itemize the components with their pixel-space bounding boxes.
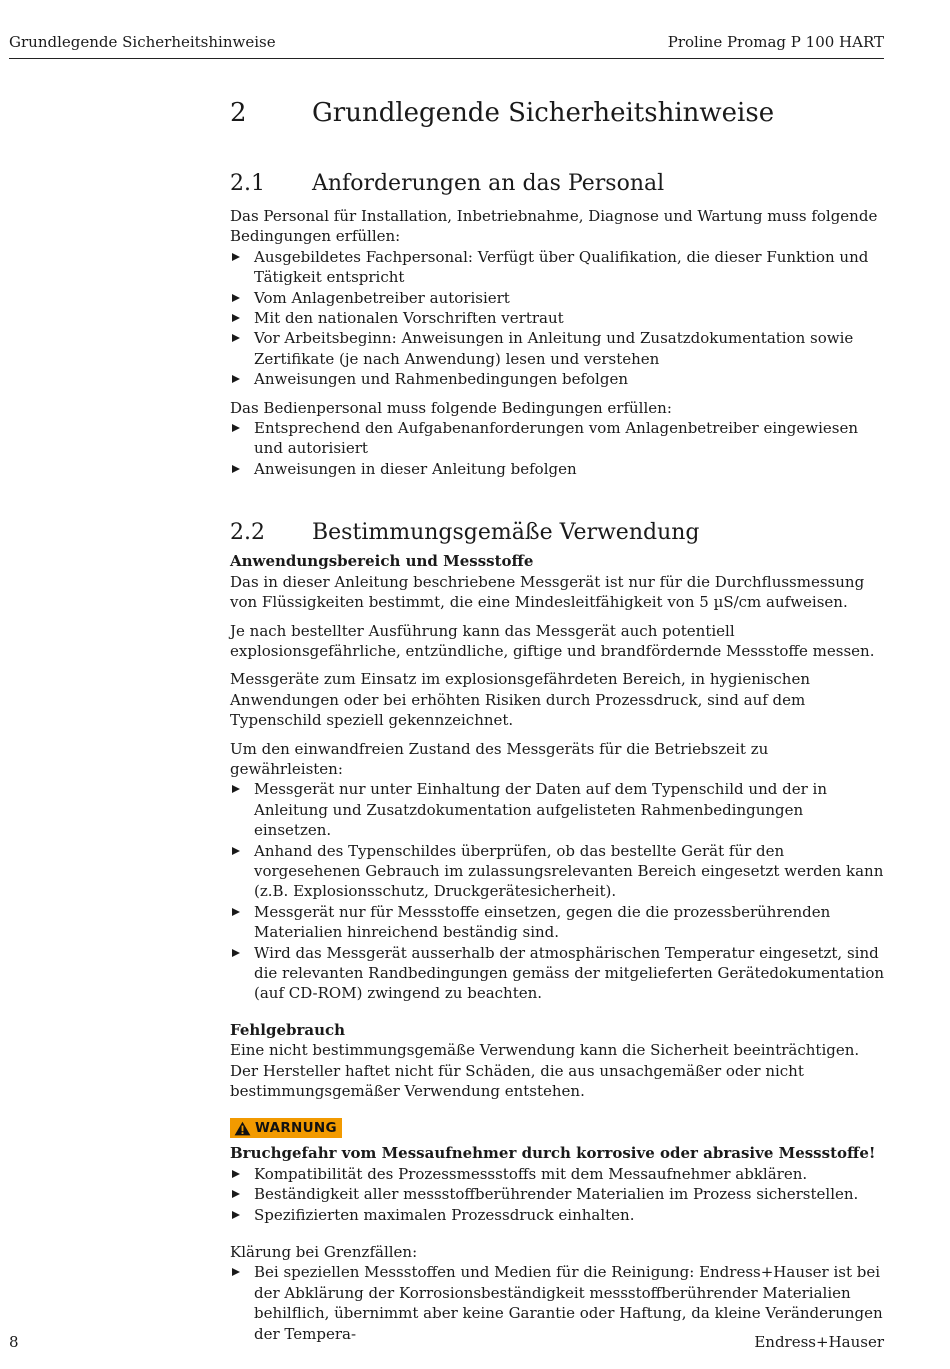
personnel-requirements-list bbox=[230, 247, 885, 390]
list-item: Wird das Messgerät ausserhalb der atmosphärischen Temperatur eingesetzt, sind die relevanten Randbedingungen gemäss der mitgelieferten Gerätedokumentation (auf CD-ROM) zwingend zu beachten. bbox=[230, 943, 885, 1004]
section-number: 2.2 bbox=[230, 520, 265, 546]
list-item: Anweisungen in dieser Anleitung befolgen bbox=[230, 459, 885, 479]
section-2-2-heading bbox=[230, 519, 885, 547]
section-number: 2.1 bbox=[230, 171, 265, 196]
list-item: Vom Anlagenbetreiber autorisiert bbox=[230, 288, 885, 308]
list-item: Mit den nationalen Vorschriften vertraut bbox=[230, 308, 885, 328]
intended-use-list bbox=[230, 779, 885, 1003]
list-item: Anweisungen und Rahmenbedingungen befolgen bbox=[230, 369, 885, 389]
brand-name: Endress+Hauser bbox=[754, 1333, 884, 1351]
header-product-name: Proline Promag P 100 HART bbox=[667, 33, 884, 51]
subheading-application: Anwendungsbereich und Messstoffe bbox=[230, 552, 534, 571]
personnel-intro: Das Personal für Installation, Inbetriebnahme, Diagnose und Wartung muss folgende Bedingungen erfüllen: bbox=[230, 207, 878, 246]
running-header bbox=[9, 30, 884, 59]
operators-intro: Das Bedienpersonal muss folgende Bedingungen erfüllen: bbox=[230, 398, 672, 417]
section-2-1-heading bbox=[230, 170, 885, 198]
chapter-number: 2 bbox=[230, 98, 247, 128]
section-title: Anforderungen an das Personal bbox=[312, 171, 665, 196]
warning-label: WARNUNG bbox=[255, 1120, 337, 1137]
paragraph: Eine nicht bestimmungsgemäße Verwendung kann die Sicherheit beeinträchtigen. Der Hersteller haftet nicht für Schäden, die aus unsachgemäßer oder nicht bestimmungsgemäßer Verwendung entstehen. bbox=[230, 1041, 860, 1101]
paragraph: Messgeräte zum Einsatz im explosionsgefährdeten Bereich, in hygienischen Anwendungen oder bei erhöhten Risiken durch Prozessdruck, sind auf dem Typenschild speziell gekennzeichnet. bbox=[230, 670, 810, 730]
paragraph: Je nach bestellter Ausführung kann das Messgerät auch potentiell explosionsgefährliche, entzündliche, giftige und brandfördernde Messstoffe messen. bbox=[230, 621, 875, 660]
list-item: Bei speziellen Messstoffen und Medien für die Reinigung: Endress+Hauser ist bei der Abklärung der Korrosionsbeständigkeit messstoffberührender Materialien behilflich, übernimmt aber keine Garantie oder Haftung, da kleine Veränderungen der Tempera- bbox=[230, 1262, 885, 1344]
warning-badge bbox=[230, 1118, 342, 1138]
list-item: Messgerät nur unter Einhaltung der Daten auf dem Typenschild und der in Anleitung und Zusatzdokumentation aufgelisteten Rahmenbedingungen einsetzen. bbox=[230, 779, 885, 840]
chapter-title: Grundlegende Sicherheitshinweise bbox=[312, 98, 775, 128]
warning-block bbox=[230, 1118, 885, 1225]
warning-actions-list bbox=[230, 1164, 885, 1225]
list-item: Entsprechend den Aufgabenanforderungen vom Anlagenbetreiber eingewiesen und autorisiert bbox=[230, 418, 885, 459]
list-item: Anhand des Typenschildes überprüfen, ob das bestellte Gerät für den vorgesehenen Gebrauch im zulassungsrelevanten Bereich eingesetzt werden kann (z.B. Explosionsschutz, Druckgerätesicherheit). bbox=[230, 841, 885, 902]
warning-triangle-icon bbox=[234, 1121, 251, 1136]
paragraph: Um den einwandfreien Zustand des Messgeräts für die Betriebszeit zu gewährleisten: bbox=[230, 739, 769, 778]
list-item: Kompatibilität des Prozessmessstoffs mit dem Messaufnehmer abklären. bbox=[230, 1164, 885, 1184]
list-item: Beständigkeit aller messstoffberührender Materialien im Prozess sicherstellen. bbox=[230, 1184, 885, 1204]
warning-title: Bruchgefahr vom Messaufnehmer durch korrosive oder abrasive Messstoffe! bbox=[230, 1144, 876, 1163]
chapter-heading bbox=[230, 96, 885, 136]
list-item: Messgerät nur für Messstoffe einsetzen, gegen die die prozessberührenden Materialien hinreichend beständig sind. bbox=[230, 902, 885, 943]
page-content bbox=[230, 96, 885, 1344]
list-item: Vor Arbeitsbeginn: Anweisungen in Anleitung und Zusatzdokumentation sowie Zertifikate (je nach Anwendung) lesen und verstehen bbox=[230, 328, 885, 369]
page-footer bbox=[9, 1333, 884, 1357]
section-title: Bestimmungsgemäße Verwendung bbox=[312, 520, 700, 546]
borderline-cases-list bbox=[230, 1262, 885, 1344]
operator-requirements-list bbox=[230, 418, 885, 479]
page-number: 8 bbox=[9, 1333, 19, 1351]
list-item: Spezifizierten maximalen Prozessdruck einhalten. bbox=[230, 1205, 885, 1225]
header-section-title: Grundlegende Sicherheitshinweise bbox=[9, 33, 276, 51]
paragraph: Klärung bei Grenzfällen: bbox=[230, 1242, 418, 1261]
list-item: Ausgebildetes Fachpersonal: Verfügt über Qualifikation, die dieser Funktion und Tätigkeit entspricht bbox=[230, 247, 885, 288]
subheading-misuse: Fehlgebrauch bbox=[230, 1020, 346, 1039]
paragraph: Das in dieser Anleitung beschriebene Messgerät ist nur für die Durchflussmessung von Flüssigkeiten bestimmt, die eine Mindesleitfähigkeit von 5 µS/cm aufweisen. bbox=[230, 572, 865, 612]
